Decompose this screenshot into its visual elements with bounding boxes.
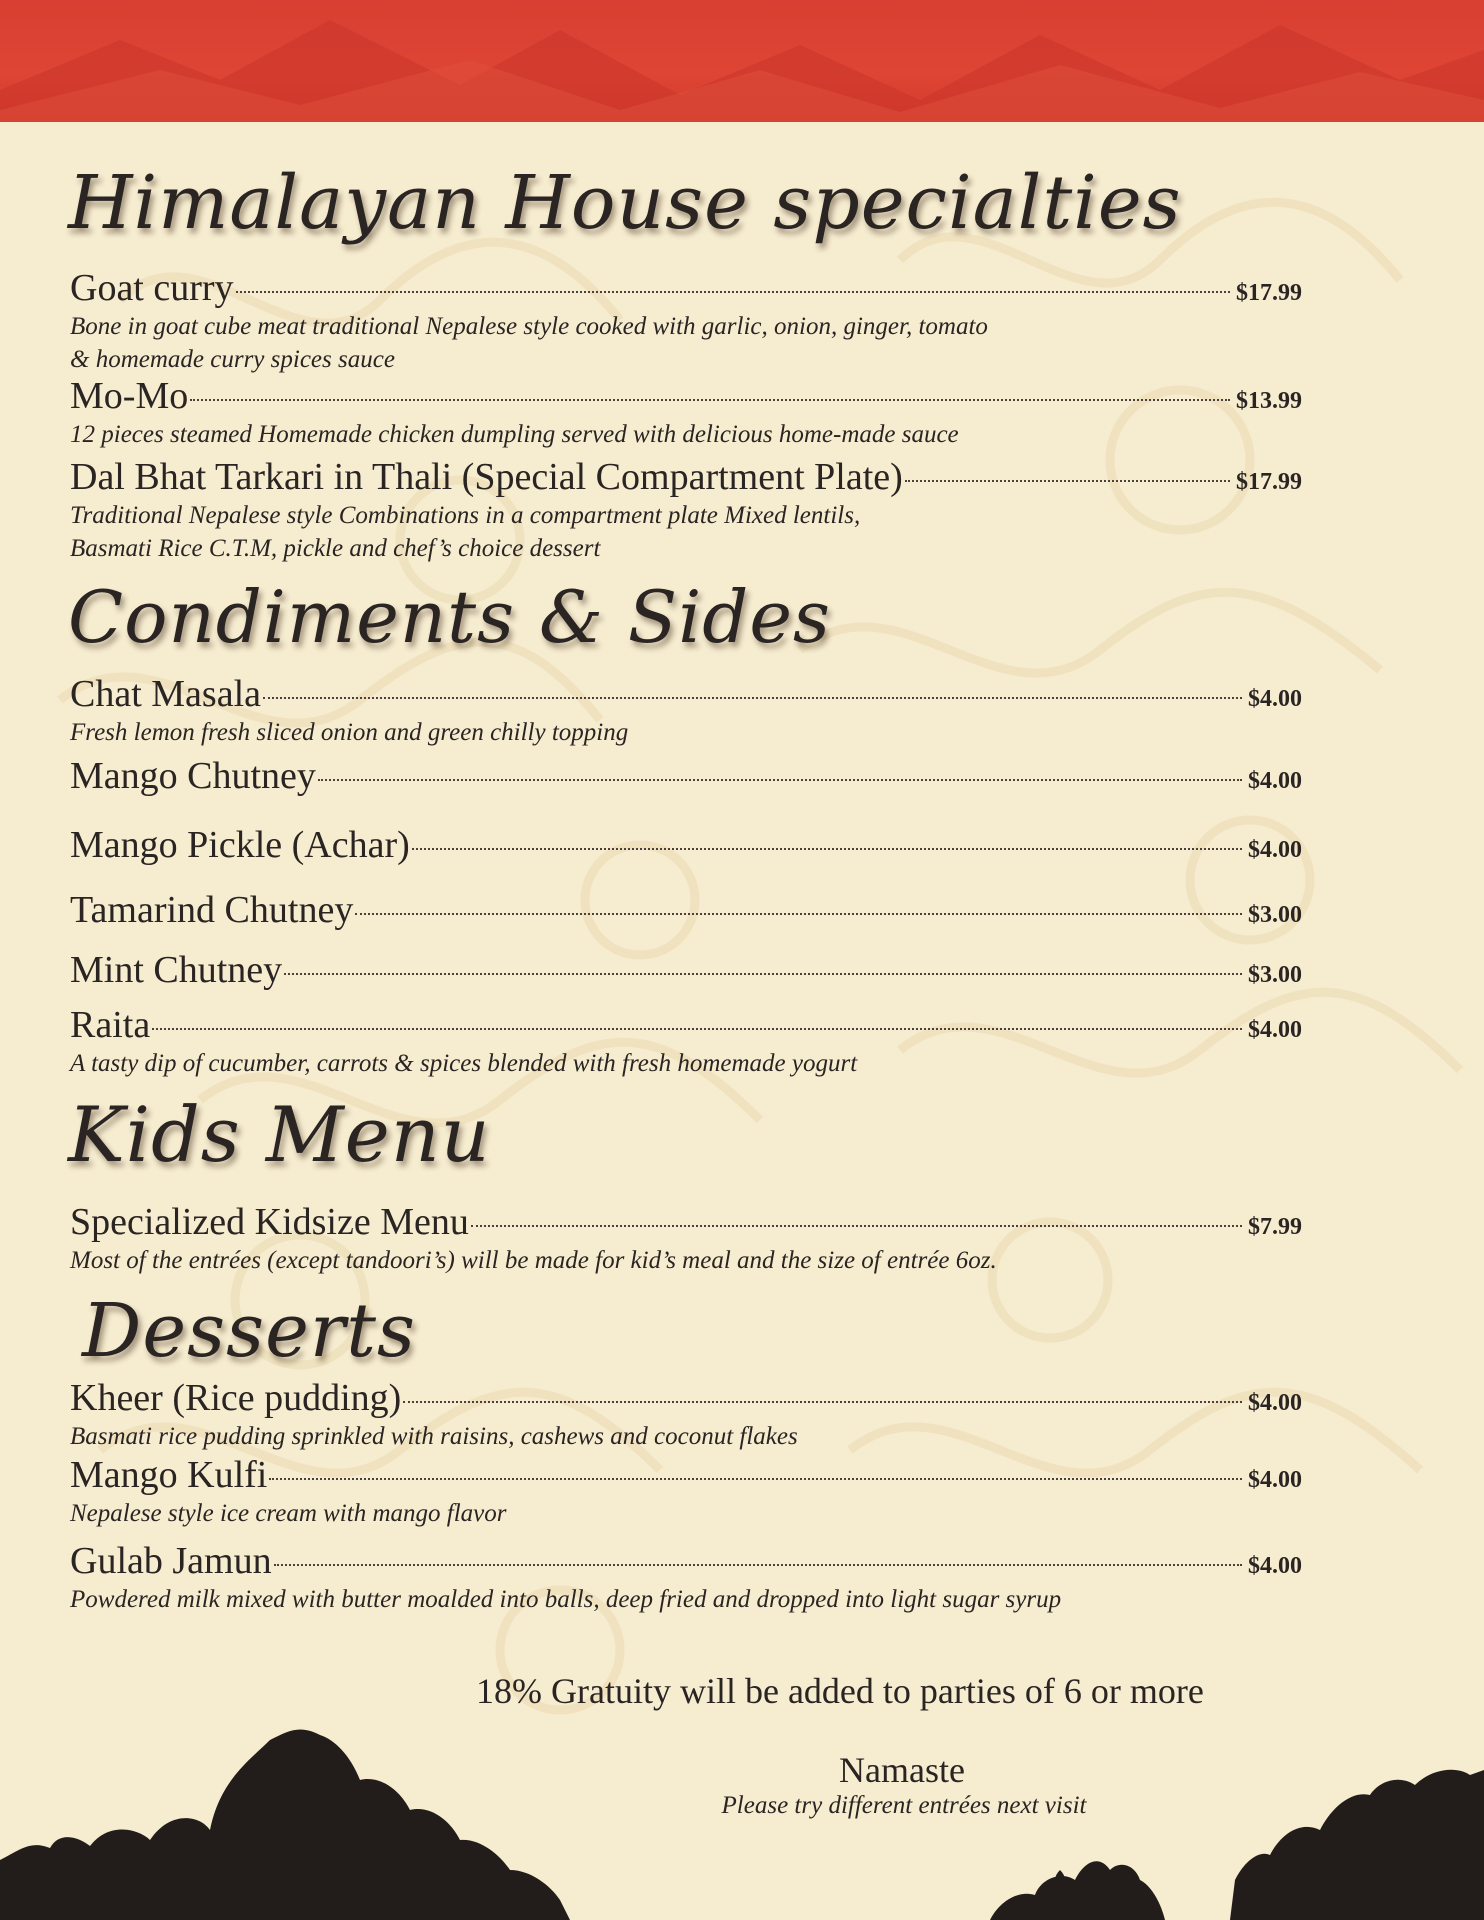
dotted-leader [284,973,1242,975]
item-name: Goat curry [70,267,234,309]
menu-item [70,266,1302,376]
item-description: Nepalese style ice cream with mango flavor [70,1500,507,1527]
item-price: $3.00 [1248,902,1302,928]
item-price: $4.00 [1248,1467,1302,1493]
menu-item [70,1200,1302,1277]
item-name: Dal Bhat Tarkari in Thali (Special Compartment Plate) [70,456,903,498]
item-description: A tasty dip of cucumber, carrots & spices blended with fresh homemade yogurt [70,1050,858,1077]
menu-item [70,1003,1302,1080]
dotted-leader [403,1401,1242,1403]
item-price: $4.00 [1248,837,1302,863]
item-name: Mango Pickle (Achar) [70,824,410,866]
menu-item [70,1453,1302,1530]
menu-item [70,672,1302,749]
item-name: Mango Kulfi [70,1454,268,1496]
menu-item [70,1376,1302,1453]
dotted-leader [412,848,1242,850]
item-description: Bone in goat cube meat traditional Nepalese style cooked with garlic, onion, ginger, tomato [70,313,988,340]
item-name: Mango Chutney [70,755,316,797]
item-price: $4.00 [1248,686,1302,712]
dotted-leader [355,913,1242,915]
section-title: Himalayan House specialties [68,160,1182,246]
item-name: Raita [70,1004,151,1046]
item-price: $4.00 [1248,768,1302,794]
dotted-leader [274,1564,1242,1566]
dotted-leader [905,480,1230,482]
item-description: Most of the entrées (except tandoori’s) will be made for kid’s meal and the size of entrée 6oz. [70,1247,997,1274]
item-price: $7.99 [1248,1214,1302,1240]
menu-item [70,888,1302,932]
menu-item [70,455,1302,565]
menu-item [70,823,1302,867]
item-price: $17.99 [1236,280,1302,306]
item-name: Gulab Jamun [70,1540,272,1582]
item-description: Fresh lemon fresh sliced onion and green chilly topping [70,719,629,746]
section-title: Desserts [82,1288,416,1374]
item-price: $4.00 [1248,1017,1302,1043]
menu-item [70,1539,1302,1616]
item-name: Mo-Mo [70,375,189,417]
menu-item [70,754,1302,798]
item-description: & homemade curry spices sauce [70,346,395,373]
item-description: Basmati rice pudding sprinkled with raisins, cashews and coconut flakes [70,1423,798,1450]
section-title: Condiments & Sides [68,575,831,659]
item-name: Mint Chutney [70,949,283,991]
item-price: $4.00 [1248,1390,1302,1416]
item-price: $3.00 [1248,962,1302,988]
item-description: Powdered milk mixed with butter moalded into balls, deep fried and dropped into light sugar syrup [70,1586,1062,1613]
menu-item [70,948,1302,992]
item-name: Tamarind Chutney [70,889,354,931]
item-name: Kheer (Rice pudding) [70,1377,402,1419]
gratuity-note: 18% Gratuity will be added to parties of 6 or more [476,1671,1204,1711]
footer-subtext: Please try different entrées next visit [721,1792,1087,1819]
item-price: $4.00 [1248,1553,1302,1579]
tree-silhouette-icon [0,1720,1484,1920]
item-name: Specialized Kidsize Menu [70,1201,469,1243]
item-price: $13.99 [1236,388,1302,414]
dotted-leader [236,291,1230,293]
menu-item [70,374,1302,451]
item-price: $17.99 [1236,469,1302,495]
item-name: Chat Masala [70,673,262,715]
item-description: 12 pieces steamed Homemade chicken dumpling served with delicious home-made sauce [70,421,959,448]
dotted-leader [471,1225,1242,1227]
footer-greeting: Namaste [839,1750,965,1790]
dotted-leader [152,1028,1242,1030]
dotted-leader [318,779,1242,781]
dotted-leader [190,399,1230,401]
item-description: Traditional Nepalese style Combinations in a compartment plate Mixed lentils, [70,502,861,529]
dotted-leader [263,697,1242,699]
dotted-leader [269,1478,1242,1480]
section-title: Kids Menu [68,1090,491,1179]
item-description: Basmati Rice C.T.M, pickle and chef’s choice dessert [70,535,601,562]
